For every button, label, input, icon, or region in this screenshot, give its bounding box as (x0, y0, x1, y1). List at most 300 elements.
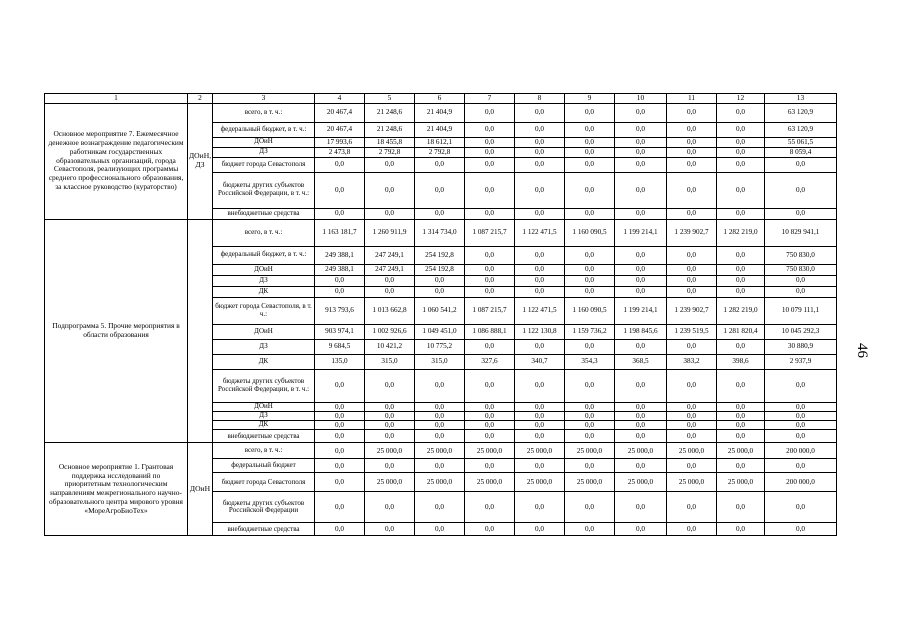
value-cell: 0,0 (615, 430, 667, 443)
value-cell: 1 163 181,7 (315, 219, 365, 246)
value-cell: 0,0 (615, 286, 667, 297)
value-cell: 750 830,0 (765, 246, 837, 264)
funding-source-label: ДЗ (213, 411, 315, 420)
value-cell: 0,0 (315, 369, 365, 402)
column-header-2: 2 (188, 94, 213, 104)
value-cell: 0,0 (615, 492, 667, 523)
value-cell: 0,0 (717, 523, 765, 536)
value-cell: 0,0 (667, 122, 717, 137)
value-cell: 25 000,0 (465, 443, 515, 459)
value-cell: 1 160 090,5 (565, 219, 615, 246)
funding-source-label: ДОиН (213, 402, 315, 411)
value-cell: 0,0 (615, 208, 667, 219)
value-cell: 0,0 (565, 157, 615, 172)
value-cell: 0,0 (415, 369, 465, 402)
value-cell: 0,0 (365, 172, 415, 208)
value-cell: 0,0 (365, 523, 415, 536)
value-cell: 21 404,9 (415, 122, 465, 137)
value-cell: 25 000,0 (515, 443, 565, 459)
value-cell: 10 045 292,3 (765, 324, 837, 339)
value-cell: 0,0 (315, 523, 365, 536)
value-cell: 63 120,9 (765, 122, 837, 137)
value-cell: 0,0 (667, 103, 717, 122)
value-cell: 0,0 (667, 137, 717, 147)
value-cell: 1 260 911,9 (365, 219, 415, 246)
value-cell: 0,0 (415, 523, 465, 536)
value-cell: 0,0 (717, 459, 765, 473)
value-cell: 0,0 (717, 369, 765, 402)
value-cell: 0,0 (667, 369, 717, 402)
value-cell: 0,0 (465, 157, 515, 172)
value-cell: 0,0 (315, 492, 365, 523)
value-cell: 2 792,8 (415, 147, 465, 157)
value-cell: 0,0 (717, 275, 765, 286)
value-cell: 327,6 (465, 354, 515, 369)
value-cell: 18 612,1 (415, 137, 465, 147)
value-cell: 0,0 (465, 246, 515, 264)
value-cell: 10 829 941,1 (765, 219, 837, 246)
funding-source-label: бюджет города Севастополя, в т. ч.: (213, 297, 315, 324)
value-cell: 0,0 (565, 421, 615, 430)
value-cell: 25 000,0 (667, 443, 717, 459)
value-cell: 0,0 (465, 430, 515, 443)
value-cell: 0,0 (765, 411, 837, 420)
value-cell: 10 775,2 (415, 339, 465, 354)
table-row (45, 103, 837, 122)
value-cell: 1 282 219,0 (717, 297, 765, 324)
value-cell: 1 281 820,4 (717, 324, 765, 339)
section-executor (188, 219, 213, 443)
value-cell: 0,0 (465, 208, 515, 219)
value-cell: 0,0 (515, 492, 565, 523)
table-row (45, 219, 837, 246)
value-cell: 25 000,0 (565, 443, 615, 459)
value-cell: 0,0 (515, 157, 565, 172)
value-cell: 0,0 (565, 492, 615, 523)
value-cell: 0,0 (315, 402, 365, 411)
funding-source-label: федеральный бюджет, в т. ч.: (213, 246, 315, 264)
value-cell: 340,7 (515, 354, 565, 369)
value-cell: 21 248,6 (365, 122, 415, 137)
value-cell: 0,0 (515, 523, 565, 536)
value-cell: 0,0 (765, 402, 837, 411)
funding-source-label: внебюджетные средства (213, 430, 315, 443)
value-cell: 0,0 (465, 264, 515, 275)
value-cell: 0,0 (515, 402, 565, 411)
budget-table (44, 93, 837, 536)
column-header-4: 4 (315, 94, 365, 104)
funding-source-label: всего, в т. ч.: (213, 219, 315, 246)
funding-source-label: федеральный бюджет (213, 459, 315, 473)
value-cell: 25 000,0 (515, 473, 565, 492)
value-cell: 0,0 (765, 157, 837, 172)
value-cell: 0,0 (717, 172, 765, 208)
value-cell: 135,0 (315, 354, 365, 369)
value-cell: 0,0 (717, 208, 765, 219)
value-cell: 0,0 (515, 411, 565, 420)
value-cell: 0,0 (515, 264, 565, 275)
value-cell: 0,0 (515, 421, 565, 430)
value-cell: 17 993,6 (315, 137, 365, 147)
value-cell: 1 122 471,5 (515, 219, 565, 246)
value-cell: 0,0 (615, 459, 667, 473)
value-cell: 247 249,1 (365, 246, 415, 264)
value-cell: 0,0 (565, 339, 615, 354)
value-cell: 0,0 (315, 157, 365, 172)
funding-source-label: ДЗ (213, 339, 315, 354)
value-cell: 398,6 (717, 354, 765, 369)
value-cell: 0,0 (717, 421, 765, 430)
column-header-8: 8 (515, 94, 565, 104)
value-cell: 0,0 (717, 137, 765, 147)
value-cell: 0,0 (515, 137, 565, 147)
value-cell: 0,0 (717, 103, 765, 122)
value-cell: 0,0 (565, 208, 615, 219)
value-cell: 0,0 (415, 430, 465, 443)
value-cell: 0,0 (667, 264, 717, 275)
value-cell: 0,0 (565, 369, 615, 402)
value-cell: 0,0 (615, 157, 667, 172)
value-cell: 0,0 (615, 172, 667, 208)
funding-source-label: федеральный бюджет, в т. ч.: (213, 122, 315, 137)
value-cell: 63 120,9 (765, 103, 837, 122)
value-cell: 1 087 215,7 (465, 219, 515, 246)
value-cell: 0,0 (415, 275, 465, 286)
value-cell: 0,0 (565, 147, 615, 157)
funding-source-label: ДЗ (213, 275, 315, 286)
value-cell: 9 684,5 (315, 339, 365, 354)
value-cell: 0,0 (315, 473, 365, 492)
value-cell: 0,0 (667, 430, 717, 443)
column-header-11: 11 (667, 94, 717, 104)
value-cell: 0,0 (365, 275, 415, 286)
value-cell: 0,0 (515, 246, 565, 264)
value-cell: 1 199 214,1 (615, 219, 667, 246)
value-cell: 0,0 (717, 246, 765, 264)
value-cell: 0,0 (615, 339, 667, 354)
value-cell: 0,0 (615, 369, 667, 402)
value-cell: 0,0 (565, 137, 615, 147)
value-cell: 0,0 (415, 208, 465, 219)
funding-source-label: внебюджетные средства (213, 523, 315, 536)
value-cell: 10 079 111,1 (765, 297, 837, 324)
value-cell: 0,0 (565, 275, 615, 286)
header-row (45, 94, 837, 104)
value-cell: 30 880,9 (765, 339, 837, 354)
value-cell: 1 122 130,8 (515, 324, 565, 339)
value-cell: 0,0 (415, 492, 465, 523)
funding-source-label: ДК (213, 286, 315, 297)
section-title: Основное мероприятие 1. Грантовая поддержка исследований по приоритетным технологическим направлениям межрегионального научно-образовательного центра мирового уровня «МореАгроБиоТех» (45, 443, 188, 536)
value-cell: 0,0 (717, 402, 765, 411)
value-cell: 25 000,0 (565, 473, 615, 492)
value-cell: 1 060 541,2 (415, 297, 465, 324)
value-cell: 0,0 (465, 402, 515, 411)
funding-source-label: бюджеты других субъектов Российской Федерации, в т. ч.: (213, 369, 315, 402)
value-cell: 25 000,0 (667, 473, 717, 492)
value-cell: 0,0 (765, 523, 837, 536)
value-cell: 0,0 (465, 122, 515, 137)
value-cell: 0,0 (765, 421, 837, 430)
column-header-9: 9 (565, 94, 615, 104)
value-cell: 0,0 (315, 430, 365, 443)
column-header-10: 10 (615, 94, 667, 104)
table-row (45, 443, 837, 459)
value-cell: 1 314 734,0 (415, 219, 465, 246)
value-cell: 0,0 (765, 275, 837, 286)
value-cell: 0,0 (765, 459, 837, 473)
value-cell: 0,0 (565, 246, 615, 264)
value-cell: 0,0 (565, 402, 615, 411)
value-cell: 0,0 (615, 147, 667, 157)
value-cell: 0,0 (765, 172, 837, 208)
value-cell: 10 421,2 (365, 339, 415, 354)
column-header-3: 3 (213, 94, 315, 104)
value-cell: 0,0 (565, 411, 615, 420)
funding-source-label: всего, в т. ч.: (213, 443, 315, 459)
value-cell: 0,0 (365, 208, 415, 219)
value-cell: 2 473,8 (315, 147, 365, 157)
value-cell: 0,0 (615, 421, 667, 430)
value-cell: 2 937,9 (765, 354, 837, 369)
value-cell: 0,0 (415, 172, 465, 208)
value-cell: 0,0 (515, 459, 565, 473)
value-cell: 0,0 (667, 459, 717, 473)
value-cell: 0,0 (365, 286, 415, 297)
value-cell: 0,0 (565, 172, 615, 208)
value-cell: 0,0 (465, 147, 515, 157)
value-cell: 0,0 (315, 411, 365, 420)
value-cell: 0,0 (365, 421, 415, 430)
value-cell: 0,0 (465, 369, 515, 402)
value-cell: 25 000,0 (615, 443, 667, 459)
value-cell: 0,0 (667, 246, 717, 264)
value-cell: 0,0 (315, 275, 365, 286)
value-cell: 0,0 (615, 264, 667, 275)
value-cell: 1 239 902,7 (667, 219, 717, 246)
value-cell: 0,0 (717, 147, 765, 157)
funding-source-label: ДОиН (213, 324, 315, 339)
value-cell: 254 192,8 (415, 246, 465, 264)
value-cell: 25 000,0 (717, 473, 765, 492)
value-cell: 0,0 (765, 369, 837, 402)
value-cell: 0,0 (717, 264, 765, 275)
value-cell: 1 199 214,1 (615, 297, 667, 324)
value-cell: 8 059,4 (765, 147, 837, 157)
value-cell: 0,0 (465, 172, 515, 208)
value-cell: 0,0 (615, 122, 667, 137)
value-cell: 0,0 (667, 208, 717, 219)
value-cell: 2 792,8 (365, 147, 415, 157)
value-cell: 0,0 (515, 430, 565, 443)
value-cell: 0,0 (465, 103, 515, 122)
column-header-1: 1 (45, 94, 188, 104)
page-number: 46 (854, 343, 870, 358)
value-cell: 1 086 888,1 (465, 324, 515, 339)
value-cell: 913 793,6 (315, 297, 365, 324)
value-cell: 25 000,0 (615, 473, 667, 492)
value-cell: 0,0 (515, 172, 565, 208)
value-cell: 1 049 451,0 (415, 324, 465, 339)
value-cell: 0,0 (565, 523, 615, 536)
value-cell: 254 192,8 (415, 264, 465, 275)
value-cell: 25 000,0 (465, 473, 515, 492)
value-cell: 0,0 (315, 208, 365, 219)
value-cell: 0,0 (465, 275, 515, 286)
value-cell: 0,0 (465, 286, 515, 297)
value-cell: 0,0 (615, 275, 667, 286)
value-cell: 368,5 (615, 354, 667, 369)
value-cell: 1 160 090,5 (565, 297, 615, 324)
value-cell: 0,0 (465, 339, 515, 354)
value-cell: 0,0 (667, 523, 717, 536)
value-cell: 20 467,4 (315, 103, 365, 122)
value-cell: 0,0 (565, 103, 615, 122)
column-header-13: 13 (765, 94, 837, 104)
value-cell: 0,0 (615, 137, 667, 147)
value-cell: 0,0 (667, 421, 717, 430)
value-cell: 1 087 215,7 (465, 297, 515, 324)
value-cell: 0,0 (415, 411, 465, 420)
value-cell: 0,0 (465, 421, 515, 430)
value-cell: 0,0 (315, 286, 365, 297)
funding-source-label: бюджет города Севастополя (213, 157, 315, 172)
value-cell: 0,0 (465, 523, 515, 536)
value-cell: 25 000,0 (365, 443, 415, 459)
section-title: Подпрограмма 5. Прочие мероприятия в области образования (45, 219, 188, 443)
value-cell: 0,0 (315, 459, 365, 473)
value-cell: 0,0 (415, 402, 465, 411)
value-cell: 0,0 (717, 286, 765, 297)
value-cell: 0,0 (465, 411, 515, 420)
funding-source-label: всего, в т. ч.: (213, 103, 315, 122)
value-cell: 0,0 (415, 421, 465, 430)
value-cell: 0,0 (667, 492, 717, 523)
section-title: Основное мероприятие 7. Ежемесячное денежное вознаграждение педагогическим работникам государственных образовательных организаций, города Севастополя, реализующих программы среднего профессионального образования, за классное руководство (кураторство) (45, 103, 188, 219)
value-cell: 0,0 (365, 430, 415, 443)
value-cell: 25 000,0 (365, 473, 415, 492)
value-cell: 0,0 (667, 157, 717, 172)
value-cell: 0,0 (717, 411, 765, 420)
value-cell: 750 830,0 (765, 264, 837, 275)
column-header-6: 6 (415, 94, 465, 104)
value-cell: 0,0 (717, 492, 765, 523)
value-cell: 0,0 (515, 339, 565, 354)
value-cell: 18 455,8 (365, 137, 415, 147)
value-cell: 0,0 (415, 459, 465, 473)
value-cell: 25 000,0 (717, 443, 765, 459)
value-cell: 0,0 (765, 492, 837, 523)
section-executor: ДОиН, ДЗ (188, 103, 213, 219)
value-cell: 249 388,1 (315, 246, 365, 264)
value-cell: 0,0 (667, 402, 717, 411)
value-cell: 21 248,6 (365, 103, 415, 122)
value-cell: 354,3 (565, 354, 615, 369)
value-cell: 0,0 (667, 339, 717, 354)
value-cell: 1 239 902,7 (667, 297, 717, 324)
value-cell: 0,0 (615, 246, 667, 264)
funding-source-label: бюджеты других субъектов Российской Федерации, в т. ч.: (213, 172, 315, 208)
funding-source-label: бюджет города Севастополя (213, 473, 315, 492)
value-cell: 0,0 (315, 421, 365, 430)
value-cell: 20 467,4 (315, 122, 365, 137)
column-header-7: 7 (465, 94, 515, 104)
value-cell: 0,0 (365, 402, 415, 411)
value-cell: 0,0 (565, 459, 615, 473)
value-cell: 1 198 845,6 (615, 324, 667, 339)
value-cell: 1 239 519,5 (667, 324, 717, 339)
value-cell: 0,0 (365, 411, 415, 420)
value-cell: 0,0 (667, 275, 717, 286)
value-cell: 0,0 (717, 122, 765, 137)
section-executor: ДОиН (188, 443, 213, 536)
value-cell: 1 122 471,5 (515, 297, 565, 324)
value-cell: 1 159 736,2 (565, 324, 615, 339)
value-cell: 0,0 (667, 172, 717, 208)
value-cell: 0,0 (667, 286, 717, 297)
value-cell: 25 000,0 (415, 473, 465, 492)
value-cell: 0,0 (765, 208, 837, 219)
value-cell: 200 000,0 (765, 443, 837, 459)
value-cell: 0,0 (565, 430, 615, 443)
value-cell: 25 000,0 (415, 443, 465, 459)
funding-source-label: ДК (213, 354, 315, 369)
value-cell: 0,0 (515, 286, 565, 297)
value-cell: 0,0 (465, 137, 515, 147)
value-cell: 0,0 (565, 286, 615, 297)
value-cell: 0,0 (667, 411, 717, 420)
funding-source-label: ДОиН (213, 264, 315, 275)
value-cell: 1 013 662,8 (365, 297, 415, 324)
value-cell: 0,0 (365, 459, 415, 473)
value-cell: 247 249,1 (365, 264, 415, 275)
value-cell: 0,0 (465, 459, 515, 473)
value-cell: 0,0 (415, 157, 465, 172)
value-cell: 0,0 (615, 523, 667, 536)
value-cell: 1 282 219,0 (717, 219, 765, 246)
value-cell: 315,0 (365, 354, 415, 369)
value-cell: 0,0 (515, 103, 565, 122)
value-cell: 0,0 (515, 369, 565, 402)
value-cell: 0,0 (515, 275, 565, 286)
value-cell: 0,0 (615, 402, 667, 411)
value-cell: 0,0 (415, 286, 465, 297)
value-cell: 0,0 (717, 339, 765, 354)
value-cell: 55 061,5 (765, 137, 837, 147)
value-cell: 0,0 (365, 492, 415, 523)
column-header-12: 12 (717, 94, 765, 104)
value-cell: 0,0 (515, 147, 565, 157)
value-cell: 903 974,1 (315, 324, 365, 339)
value-cell: 0,0 (765, 430, 837, 443)
value-cell: 0,0 (565, 264, 615, 275)
funding-source-label: ДОиН (213, 137, 315, 147)
value-cell: 383,2 (667, 354, 717, 369)
value-cell: 249 388,1 (315, 264, 365, 275)
value-cell: 0,0 (315, 172, 365, 208)
value-cell: 21 404,9 (415, 103, 465, 122)
value-cell: 0,0 (717, 157, 765, 172)
value-cell: 0,0 (515, 208, 565, 219)
value-cell: 0,0 (667, 147, 717, 157)
value-cell: 1 002 926,6 (365, 324, 415, 339)
value-cell: 200 000,0 (765, 473, 837, 492)
value-cell: 0,0 (615, 103, 667, 122)
value-cell: 315,0 (415, 354, 465, 369)
value-cell: 0,0 (365, 369, 415, 402)
value-cell: 0,0 (615, 411, 667, 420)
value-cell: 0,0 (365, 157, 415, 172)
